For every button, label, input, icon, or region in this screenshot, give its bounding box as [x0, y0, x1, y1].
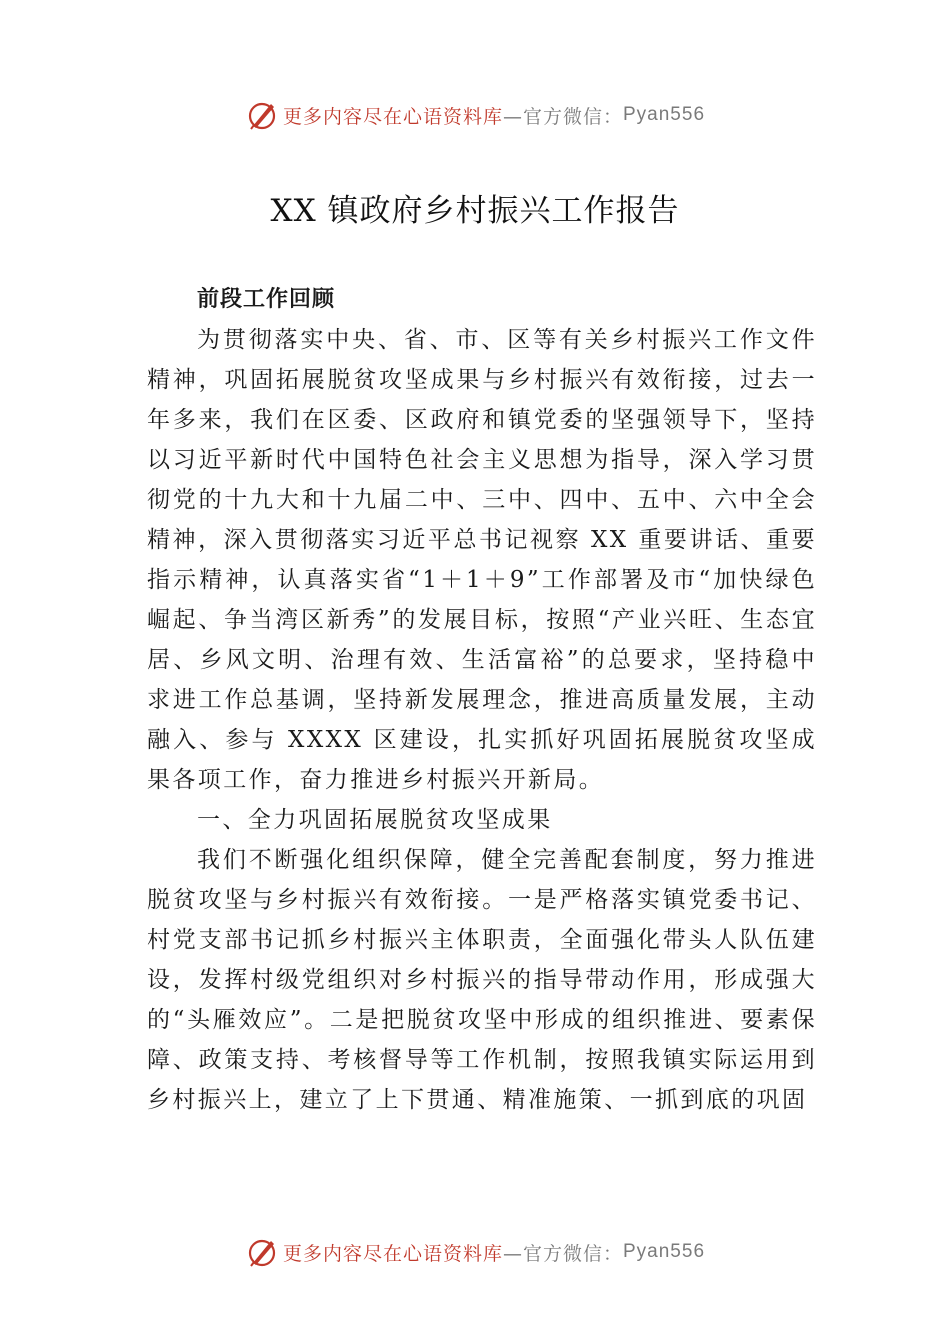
watermark-header [0, 95, 950, 135]
section-heading: 前段工作回顾 [197, 287, 336, 312]
watermark-wechat-id: Pyan556 [623, 1241, 706, 1262]
watermark-wechat-label: —官方微信： [502, 1242, 623, 1265]
quill-pen-logo-icon [245, 1235, 279, 1269]
paragraph: 为贯彻落实中央、省、市、区等有关乡村振兴工作文件精神，巩固拓展脱贫攻坚成果与乡村振兴有效衔接，过去一年多来，我们在区委、区政府和镇党委的坚强领导下，坚持以习近平新时代中国特色社会主义思想为指导，深入学习贯彻党的十九大和十九届二中、三中、四中、五中、六中全会 精神，深入贯彻落实习近平总书记视察 XX 重要讲话、重要指示精神，认真落实省“1＋1＋9”工作部署及市“加快绿色崛起、争当湾区新秀”的发展目标，按照“产业兴旺、生态宜居、乡风文明、治理有效、生活富裕”的总要求，坚持稳中求进工作总基调，坚持新发展理念，推进高质量发展，主动融入、参与 XXXX 区建设，扎实抓好巩固拓展脱贫攻坚成果各项工作，奋力推进乡村振兴开新局。 [147, 327, 817, 793]
watermark-site-text: 更多内容尽在心语资料库 [282, 1242, 503, 1265]
paragraph: 我们不断强化组织保障，健全完善配套制度，努力推进脱贫攻坚与乡村振兴有效衔接。一是严格落实镇党委书记、 村党支部书记抓乡村振兴主体职责，全面强化带头人队伍建设，发挥村级党组织对乡村振兴的指导带动作用，形成强大的“头雁效应”。二是把脱贫攻坚中形成的组织推进、要素保障、政策支持、考核督导等工作机制，按照我镇实际运用到乡村振兴上，建立了上下贯通、精准施策、一抓到底的巩固 [147, 847, 817, 1113]
watermark-footer [0, 1232, 950, 1272]
quill-pen-logo-icon [245, 98, 279, 132]
document-title: XX 镇政府乡村振兴工作报告 [270, 193, 680, 229]
subsection-heading: 一、全力巩固拓展脱贫攻坚成果 [197, 807, 553, 833]
watermark-wechat-label: —官方微信： [502, 105, 623, 128]
watermark-site-text: 更多内容尽在心语资料库 [282, 105, 503, 128]
document-body [147, 280, 817, 1120]
watermark-wechat-id: Pyan556 [623, 104, 706, 125]
